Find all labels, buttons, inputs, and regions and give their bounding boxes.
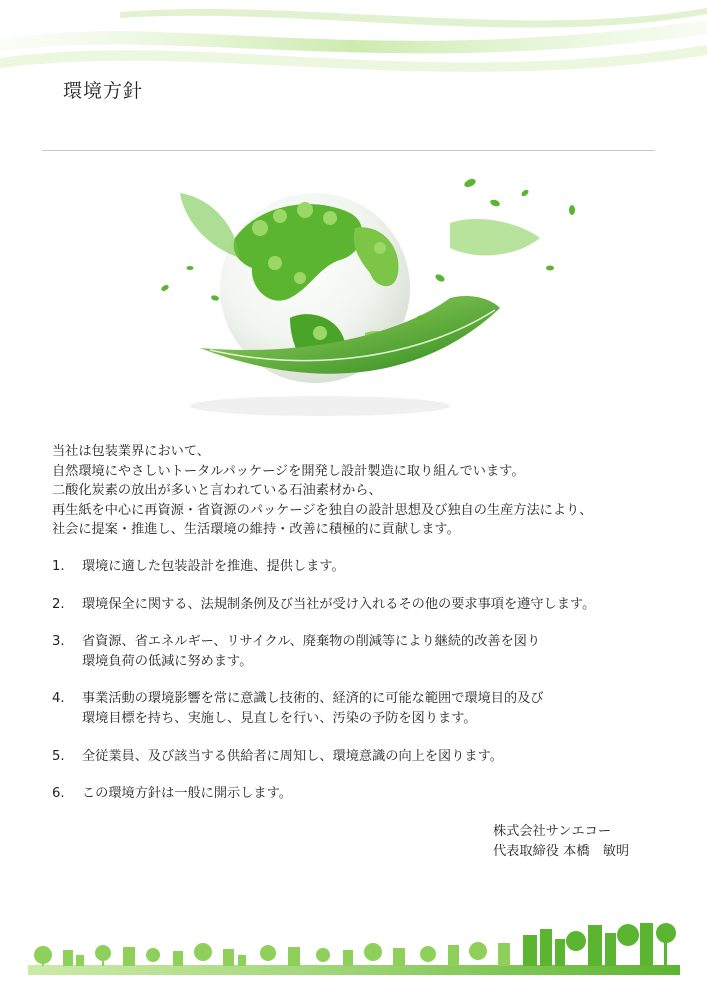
- intro-line: 当社は包装業界において、: [52, 444, 210, 459]
- company-name: 株式会社サンエコー: [493, 824, 612, 839]
- policy-item: [52, 747, 672, 767]
- policy-number: 1.: [52, 559, 65, 574]
- intro-line: 二酸化炭素の放出が多いと言われている石油素材から、: [52, 483, 382, 499]
- intro-line: 社会に提案・推進し、生活環境の維持・改善に積極的に貢献します。: [52, 522, 460, 538]
- policy-number: 3.: [52, 634, 65, 650]
- policy-number: 5.: [52, 748, 65, 764]
- policy-text: 環境目標を持ち、実施し、見直しを行い、汚染の予防を図ります。: [82, 710, 477, 726]
- policy-number: 2.: [52, 596, 65, 612]
- policy-number: 4.: [52, 691, 65, 707]
- page-title: 環境方針: [63, 80, 144, 102]
- policy-text: 省資源、省エネルギー、リサイクル、廃棄物の削減等により継続的改善を図り: [82, 634, 541, 650]
- intro-paragraph: [52, 442, 672, 540]
- policy-text: 全従業員、及び該当する供給者に周知し、環境意識の向上を図ります。: [82, 748, 503, 764]
- green-city-skyline: [28, 905, 680, 977]
- policy-item: [52, 632, 672, 671]
- policy-text: この環境方針は一般に開示します。: [82, 786, 292, 802]
- policy-text: 環境負荷の低減に努めます。: [82, 653, 253, 669]
- green-globe-leaves-illustration: [140, 168, 580, 423]
- policy-number: 6.: [52, 786, 65, 802]
- representative-name: 代表取締役 本橋 敏明: [493, 844, 630, 859]
- title-divider: [42, 150, 655, 151]
- policy-item: [52, 689, 672, 728]
- policy-list: [52, 557, 672, 822]
- intro-line: 自然環境にやさしいトータルパッケージを開発し設計製造に取り組んでいます。: [52, 463, 525, 479]
- policy-text: 環境保全に関する、法規制条例及び当社が受け入れるその他の要求事項を遵守します。: [82, 596, 596, 612]
- policy-item: [52, 595, 672, 615]
- policy-text: 環境に適した包装設計を推進、提供します。: [82, 559, 345, 574]
- intro-line: 再生紙を中心に再資源・省資源のパッケージを独自の設計思想及び独自の生産方法により、: [52, 502, 593, 518]
- policy-text: 事業活動の環境影響を常に意識し技術的、経済的に可能な範囲で環境目的及び: [82, 691, 544, 707]
- policy-item: [52, 784, 672, 804]
- signature-block: [493, 822, 629, 862]
- policy-item: [52, 557, 672, 577]
